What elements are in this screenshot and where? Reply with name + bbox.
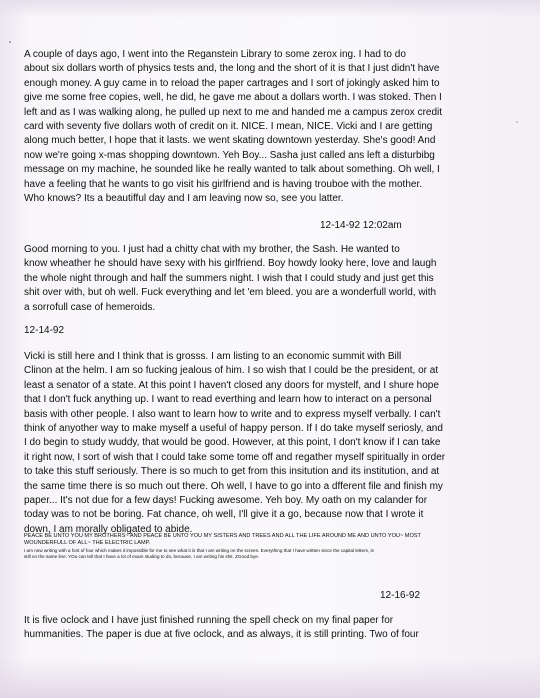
- entry-paragraph: Vicki is still here and I think that is grosss. I am listing to an economic summit with Bill Clinon at the helm. I am so fucking jealous of him. I so wish that I could be the president, or at least a senator of a state. At this point I haven't closed any doors for mystelf, and I shure hope that I don't fuck anything up. I want to read everthing and learn how to interact on a personal basis with other people. I also want to learn how to write and to express myself verbally. I can't think of anyother way to make myself a useful of happy person. If I do take myself seriosly, and I do begin to study wuddy, that would be good. However, at this point, I don't know if I can take it right now, I sort of wish that I could take some tome off and regather myself spiritually in order to take this stuff seriously. There is so much to get from this insitution and its institution, and at the same time there is so much out there. Oh well, I have to go into a dfferent file and finish my paper... It's not due for a few days! Fucking awesome. Yeh boy. My oath on my calander for today was to not be boring. Fat chance, oh well, I'll give it a go, because now that I wrote it down, I am morally obligated to abide.: [24, 351, 446, 535]
- entry-paragraph: Good morning to you. I just had a chitty chat with my brother, the Sash. He wanted to know wheather he should have sexy with his girlfriend. Boy howdy looky here, love and laugh the whole night through and half the summers night. I wish that I could study and just get this shit over with, but oh well. Fuck everything and let 'em bleed. you are a wonderfull world, with a sorrofull case of hemeroids.: [24, 244, 437, 313]
- small-font-note: I am now writing with a font of four which makes it impossible for me to see what it is that I am writing on the screen. Everything that I have written since the capital letters, is still on the same line. YOu can tell that I have a lot of exam studing to do, because, I am writing his shit. ZGood bye.: [24, 548, 374, 559]
- entry-date: 12-14-92 12:02am: [320, 220, 402, 231]
- entry-date: 12-14-92: [24, 325, 65, 336]
- paper-speck: [516, 121, 518, 123]
- entry-paragraph: It is five oclock and I have just finished running the spell check on my final paper for hummanities. The paper is due at five oclock, and as always, it is still printing. Two of four: [24, 615, 419, 641]
- entry-paragraph: A couple of days ago, I went into the Reganstein Library to some zerox ing. I had to do about six dollars worth of physics tests and, the long and the short of it is that I just didn't have enough money. A guy came in to reload the paper cartrages and I sort of jokingly asked him to give me some free copies, well, he did, he gave me about a dollars worth. I was stoked. Then I left and as I was walking along, he pulled up next to me and handed me a campus zerox credit card with seventy five dollars woth of credit on it. NICE. I mean, NICE. Vicki and I are getting along much better, I hope that it lasts. we went skating downtown yesterday. She's good! And now we're going x-mas shopping downtown. Yeh Boy... Sasha just called ans left a disturbibg message on my machine, he sounded like he really wanted to talk about something. Oh well, I have a feeling that he wants to go visit his girlfriend and is having trouboe with the mother. Who knows? Its a beautifful day and I am leaving now so, see you latter.: [24, 49, 443, 205]
- entry-date: 12-16-92: [380, 590, 421, 601]
- page-bottom-edge: [0, 658, 540, 698]
- capitalized-note: PEACE BE UNTO YOU MY BROTHERS~ AND PEACE BE UNTO YOU MY SISTERS AND TREES AND ALL THE LIFE AROUND ME AND UNTO YOU~ MOST WOUNDERFULL OF ALL~ THE ELECTRIC LAMP.: [24, 533, 421, 546]
- page-top-edge: [0, 0, 540, 18]
- paper-speck: [9, 41, 11, 43]
